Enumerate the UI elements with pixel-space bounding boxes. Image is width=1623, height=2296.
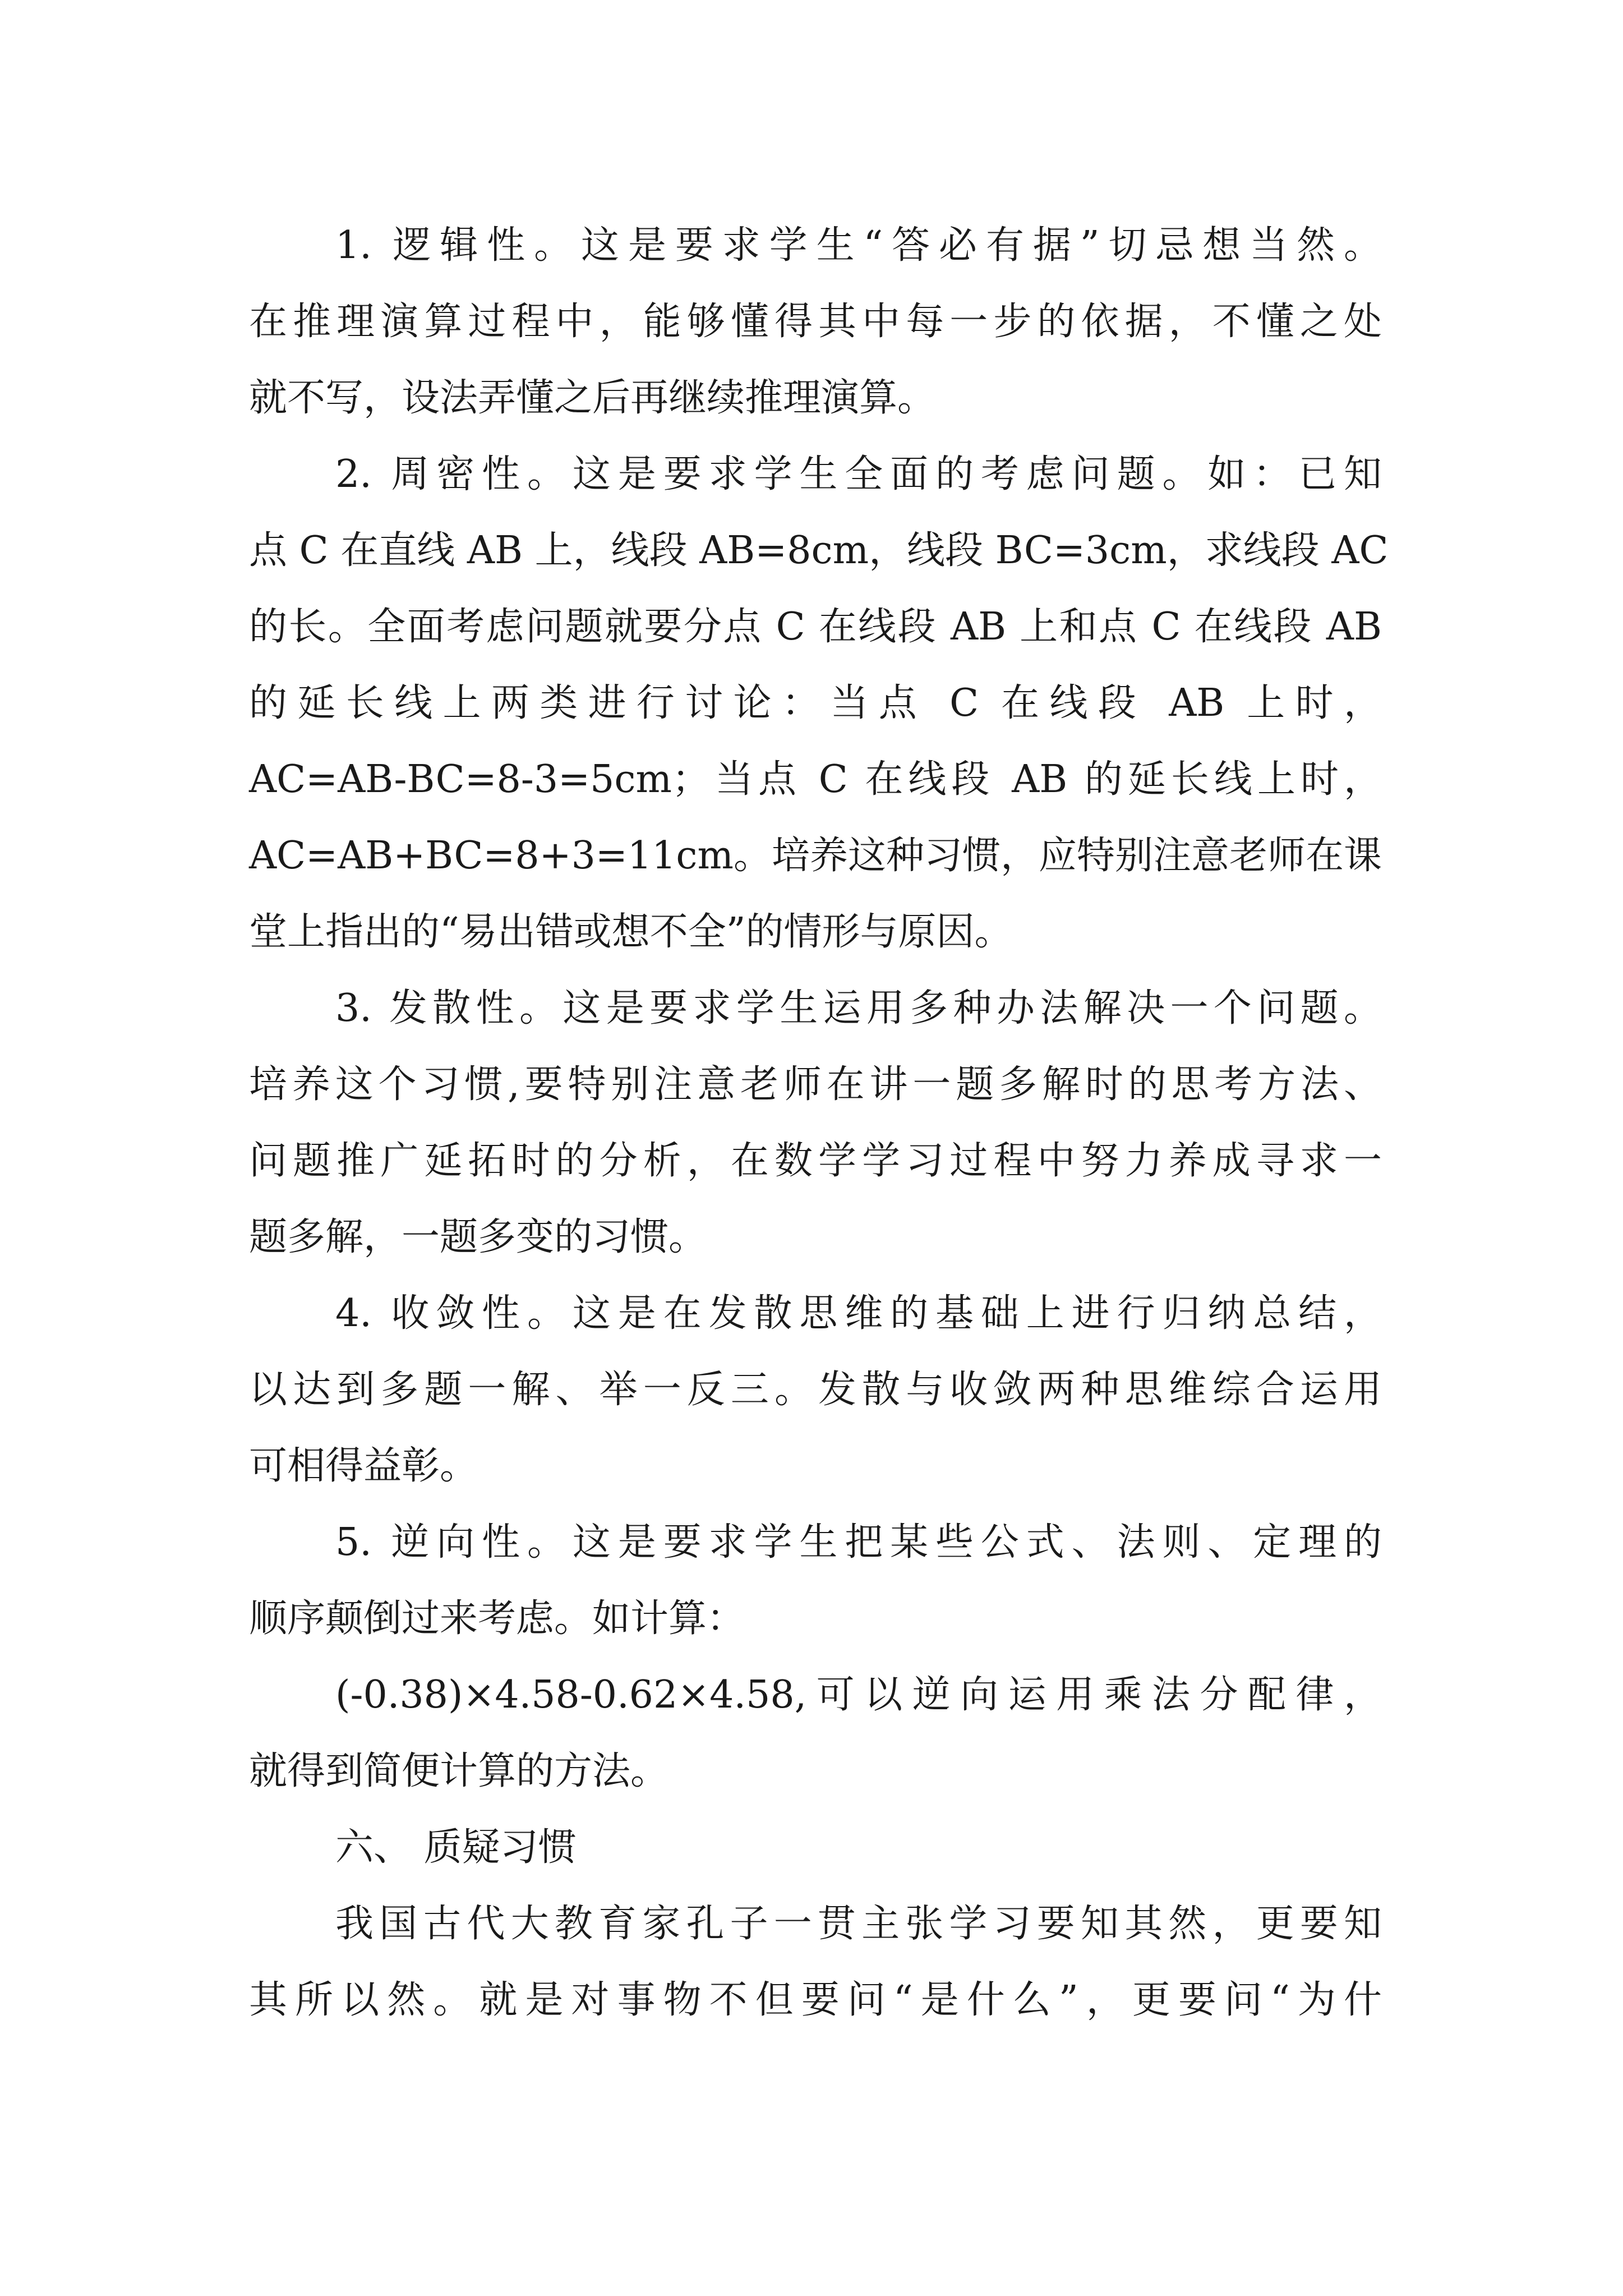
p4-line-2: 以达到多题一解、举一反三。发散与收敛两种思维综合运用 (249, 1368, 1382, 1412)
p2-line-5: AC=AB-BC=8-3=5cm；当点 C 在线段 AB 的延长线上时， (249, 757, 1382, 802)
p1-line-2: 在推理演算过程中，能够懂得其中每一步的依据，不懂之处 (249, 300, 1382, 344)
p2-line-2: 点 C 在直线 AB 上，线段 AB=8cm，线段 BC=3cm，求线段 AC (249, 528, 1389, 573)
p4-line-3: 可相得益彰。 (249, 1444, 478, 1488)
p2-line-4: 的延长线上两类进行讨论：当点 C 在线段 AB 上时， (249, 681, 1382, 725)
p3-line-1: 3. 发散性。这是要求学生运用多种办法解决一个问题。 (335, 986, 1382, 1030)
p7-line-2: 其所以然。就是对事物不但要问“是什么”，更要问“为什 (249, 1978, 1382, 2022)
p6-line-1: (-0.38)×4.58-0.62×4.58,可以逆向运用乘法分配律， (335, 1673, 1382, 1717)
p2-line-3: 的长。全面考虑问题就要分点 C 在线段 AB 上和点 C 在线段 AB (249, 605, 1382, 649)
p3-line-2: 培养这个习惯,要特别注意老师在讲一题多解时的思考方法、 (249, 1062, 1382, 1107)
p4-line-1: 4. 收敛性。这是在发散思维的基础上进行归纳总结， (335, 1291, 1382, 1336)
p2-line-7: 堂上指出的“易出错或想不全”的情形与原因。 (249, 910, 1013, 954)
p5-line-1: 5. 逆向性。这是要求学生把某些公式、法则、定理的 (335, 1520, 1382, 1565)
p1-line-3: 就不写，设法弄懂之后再继续推理演算。 (249, 376, 936, 420)
p5-line-2: 顺序颠倒过来考虑。如计算： (249, 1596, 745, 1641)
p3-line-3: 问题推广延拓时的分析，在数学学习过程中努力养成寻求一 (249, 1139, 1382, 1183)
p1-line-1: 1. 逻辑性。这是要求学生“答必有据”切忌想当然。 (335, 223, 1382, 268)
p2-line-1: 2. 周密性。这是要求学生全面的考虑问题。如：已知 (335, 452, 1382, 496)
section-heading: 六、 质疑习惯 (335, 1825, 577, 1870)
p3-line-4: 题多解，一题多变的习惯。 (249, 1215, 707, 1259)
p2-line-6: AC=AB+BC=8+3=11cm。培养这种习惯，应特别注意老师在课 (249, 834, 1382, 878)
p7-line-1: 我国古代大教育家孔子一贯主张学习要知其然，更要知 (335, 1902, 1382, 1946)
p6-line-2: 就得到简便计算的方法。 (249, 1749, 669, 1793)
